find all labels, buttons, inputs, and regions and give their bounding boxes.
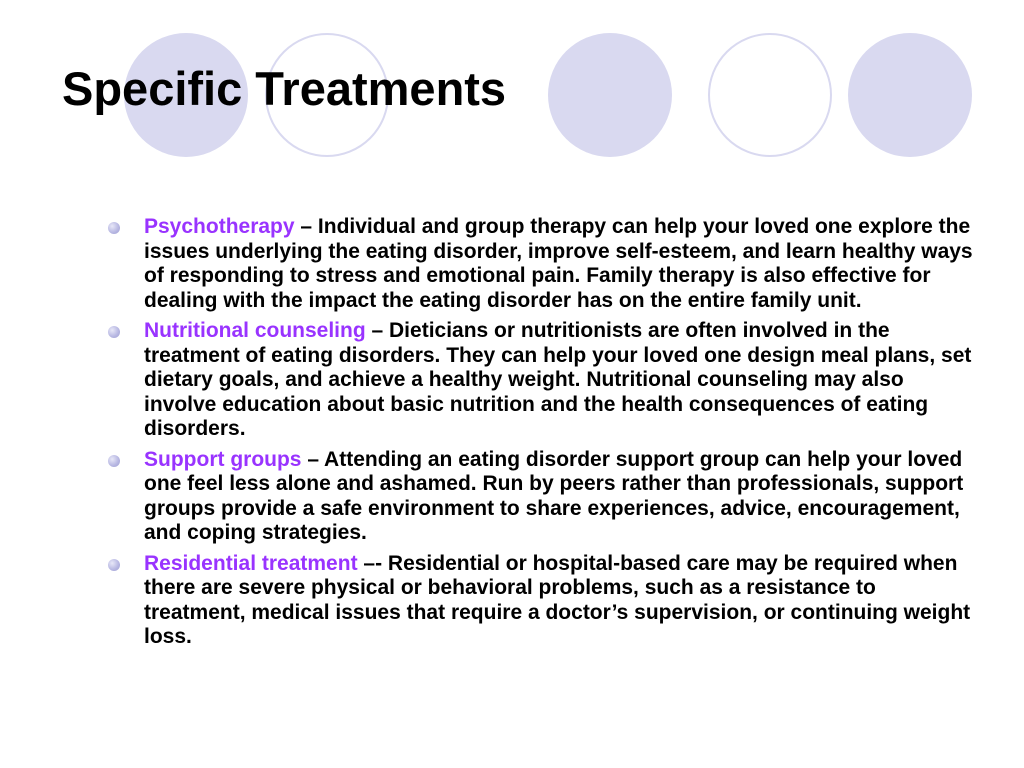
bullet-item-support-groups [103, 448, 981, 546]
decorative-circle-filled [548, 33, 672, 157]
bullet-term: Psychotherapy [144, 215, 295, 238]
bullet-item-residential-treatment [103, 552, 981, 650]
decorative-circle-filled [848, 33, 972, 157]
bullet-text: – Dieticians or nutritionists are often involved in the treatment of eating disorders. They can help your loved one design meal plans, set dietary goals, and achieve a healthy weight. Nutritional counseling may also involve education about basic nutrition and the health consequences of eating disorders. [144, 319, 972, 440]
bullet-dot-icon [108, 222, 120, 234]
bullet-text: –- Residential or hospital-based care may be required when there are severe physical or behavioral problems, such as a resistance to treatment, medical issues that require a doctor’s supervision, or continuing weight loss. [144, 551, 971, 648]
bullet-term: Nutritional counseling [144, 319, 366, 342]
bullet-dot-icon [108, 326, 120, 338]
bullet-text: – Attending an eating disorder support group can help your loved one feel less alone and ashamed. Run by peers rather than professionals, support groups provide a safe environment to share experiences, advice, encouragement, and coping strategies. [144, 447, 964, 544]
bullet-list [103, 215, 981, 656]
decorative-circle-outline [708, 33, 832, 157]
bullet-dot-icon [108, 559, 120, 571]
bullet-term: Residential treatment [144, 551, 358, 575]
bullet-text: – Individual and group therapy can help your loved one explore the issues underlying the eating disorder, improve self-esteem, and learn healthy ways of responding to stress and emotional pain. Family therapy is also effective for dealing with the impact the eating disorder has on the entire family unit. [144, 215, 973, 312]
bullet-dot-icon [108, 455, 120, 467]
bullet-item-nutritional-counseling [103, 319, 981, 442]
bullet-item-psychotherapy [103, 215, 981, 313]
slide-title: Specific Treatments [62, 62, 507, 115]
bullet-term: Support groups [144, 447, 302, 471]
